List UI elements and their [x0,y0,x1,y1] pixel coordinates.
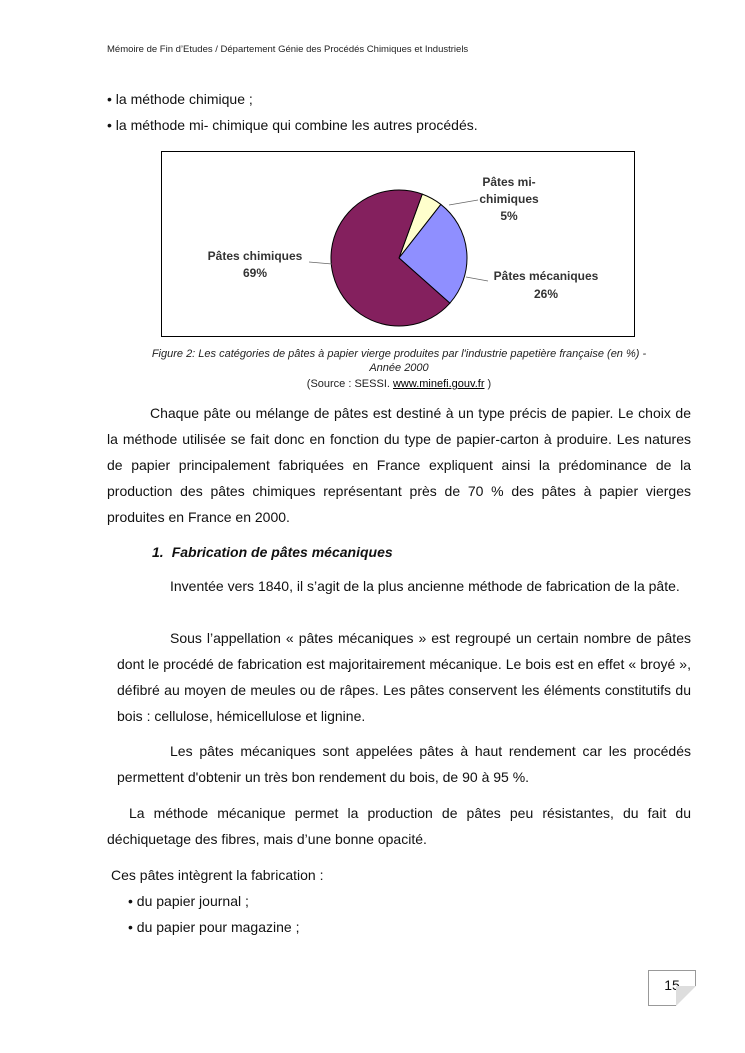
paragraph-opacity: La méthode mécanique permet la production de pâtes peu résistantes, du fait du déchiquetage des fibres, mais d’une bonne opacité. [107,805,691,847]
page-number: 15 [664,977,680,993]
leader-line-mechanical [466,277,488,281]
leader-line-chemical [309,262,332,264]
figure-caption-line2: Année 2000 [369,362,429,374]
label-chemical-pct: 69% [242,266,268,280]
section-number: 1. [152,544,164,560]
label-mechanical-pct: 26% [533,287,559,301]
source-link[interactable]: www.minefi.gouv.fr [392,378,485,390]
label-semi-chemical-pct: 5% [500,209,518,223]
label-semi-chemical-name-1: Pâtes mi- [482,175,536,189]
paragraph-mechanical-definition: Sous l’appellation « pâtes mécaniques » est regroupé un certain nombre de pâtes dont le procédé de fabrication est majoritairement mécanique. Le bois est en effet « broyé », défibré au moyen de meules ou de râpes. Les pâtes conservent les éléments constitutifs du bois : cellulose, hémicellulose et lignine. [117,630,691,724]
page-curl-icon [676,986,696,1006]
bullet-chemical-method: • la méthode chimique ; [107,91,253,107]
paragraph-invention: Inventée vers 1840, il s’agit de la plus ancienne méthode de fabrication de la pâte. [170,578,680,594]
label-mechanical-name: Pâtes mécaniques [493,269,599,283]
source-suffix: ) [484,378,492,390]
bullet-semi-chemical-method: • la méthode mi- chimique qui combine les autres procédés. [107,117,478,133]
label-chemical-name: Pâtes chimiques [207,249,303,263]
bullet-magazine: • du papier pour magazine ; [128,919,300,935]
running-header: Mémoire de Fin d’Etudes / Département Génie des Procédés Chimiques et Industriels [107,44,469,55]
paragraph-pulp-types: Chaque pâte ou mélange de pâtes est destiné à un type précis de papier. Le choix de la méthode utilisée se fait donc en fonction du type de papier-carton à produire. Les natures de papier principalement fabriquées en France expliquent ainsi la prédominance de la production des pâtes chimiques représentant près de 70 % des pâtes à papier vierges produites en France en 2000. [107,405,691,525]
paragraph-uses-intro: Ces pâtes intègrent la fabrication : [111,867,324,883]
section-heading [152,544,393,560]
paragraph-high-yield: Les pâtes mécaniques sont appelées pâtes à haut rendement car les procédés permettent d'obtenir un très bon rendement du bois, de 90 à 95 %. [117,743,691,785]
figure-source [107,378,691,390]
leader-line-semi-chemical [449,200,478,205]
source-prefix: (Source : SESSI. [306,378,393,390]
section-title: Fabrication de pâtes mécaniques [171,544,393,560]
pie-chart-frame [161,151,635,337]
label-semi-chemical-name-2: chimiques [479,192,539,206]
bullet-newspaper: • du papier journal ; [128,893,249,909]
pie-chart [162,152,636,338]
page-number-box [648,970,696,1006]
figure-caption-line1: Figure 2: Les catégories de pâtes à papier vierge produites par l'industrie papetière française (en %) - [151,348,647,360]
